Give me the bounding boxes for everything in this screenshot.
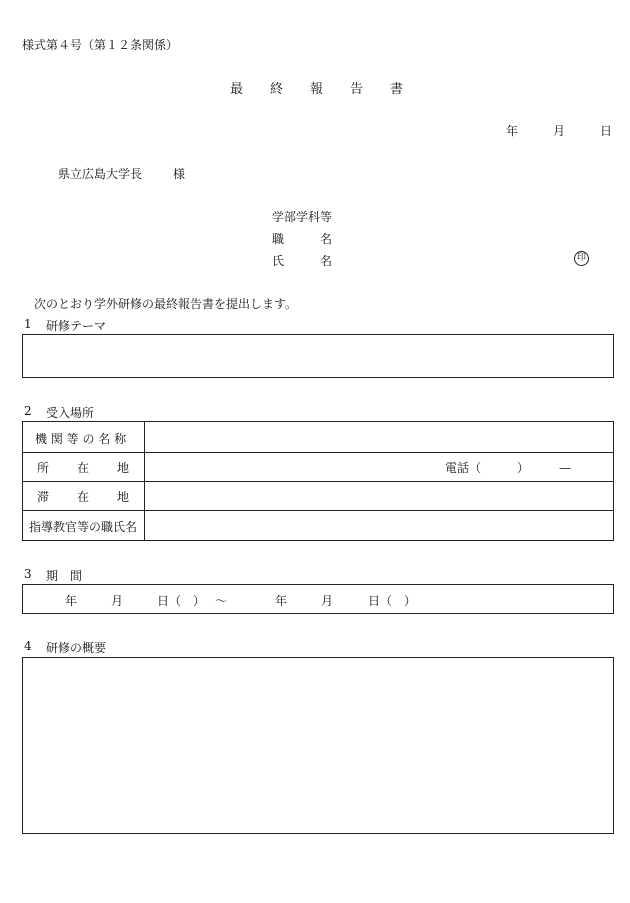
row-label-stay-char: 滞 [37,490,50,504]
title-char: 告 [350,82,364,97]
row-label-stay-char: 地 [117,490,130,504]
institution-name-field[interactable] [145,423,613,451]
title-char: 終 [270,82,284,97]
section-number: 4 [24,639,32,653]
date-year-label: 年 [506,124,519,138]
start-month-label: 月 [111,594,124,608]
phone-label: 電話（ ） — [445,461,572,475]
theme-field[interactable] [22,334,614,378]
addressee-name: 県立広島大学長 [58,167,143,181]
section-label: 研修テーマ [46,319,107,333]
start-day-label: 日（ ） [157,594,206,608]
name-label-char: 氏 [272,254,285,268]
seal-mark: 印 [574,251,589,266]
section-number: 2 [24,404,32,418]
dept-label: 学部学科等 [272,210,333,224]
intro-text: 次のとおり学外研修の最終報告書を提出します。 [34,297,298,311]
end-year-label: 年 [275,594,288,608]
end-month-label: 月 [321,594,334,608]
date-day-label: 日 [600,124,613,138]
supervisor-field[interactable] [145,511,613,540]
start-year-label: 年 [65,594,78,608]
end-day-label: 日（ ） [368,594,417,608]
period-tilde: ～ [215,594,228,608]
period-field[interactable] [22,584,614,614]
row-label-supervisor: 指導教官等の職氏名 [29,520,138,534]
section-number: 1 [24,317,32,331]
stay-location-field[interactable] [145,482,613,509]
section-label: 研修の概要 [46,641,107,655]
row-label-institution: 機 関 等 の 名 称 [35,432,127,446]
venue-table [22,421,614,541]
row-label-address-char: 所 [37,461,50,475]
title-char: 報 [310,82,324,97]
section-label: 受入場所 [46,406,95,420]
section-number: 3 [24,567,32,581]
form-number: 様式第４号（第１２条関係） [22,38,179,52]
row-label-address-char: 地 [117,461,130,475]
title-char: 最 [230,82,244,97]
name-label-char: 名 [320,254,333,268]
title-char: 書 [390,82,404,97]
address-field[interactable] [145,453,445,480]
addressee-honorific: 様 [173,167,186,181]
summary-field[interactable] [22,657,614,834]
position-label-char: 名 [320,232,333,246]
date-month-label: 月 [553,124,566,138]
position-label-char: 職 [272,232,285,246]
row-label-stay-char: 在 [77,490,90,504]
section-label: 期 間 [46,569,83,583]
row-label-address-char: 在 [77,461,90,475]
